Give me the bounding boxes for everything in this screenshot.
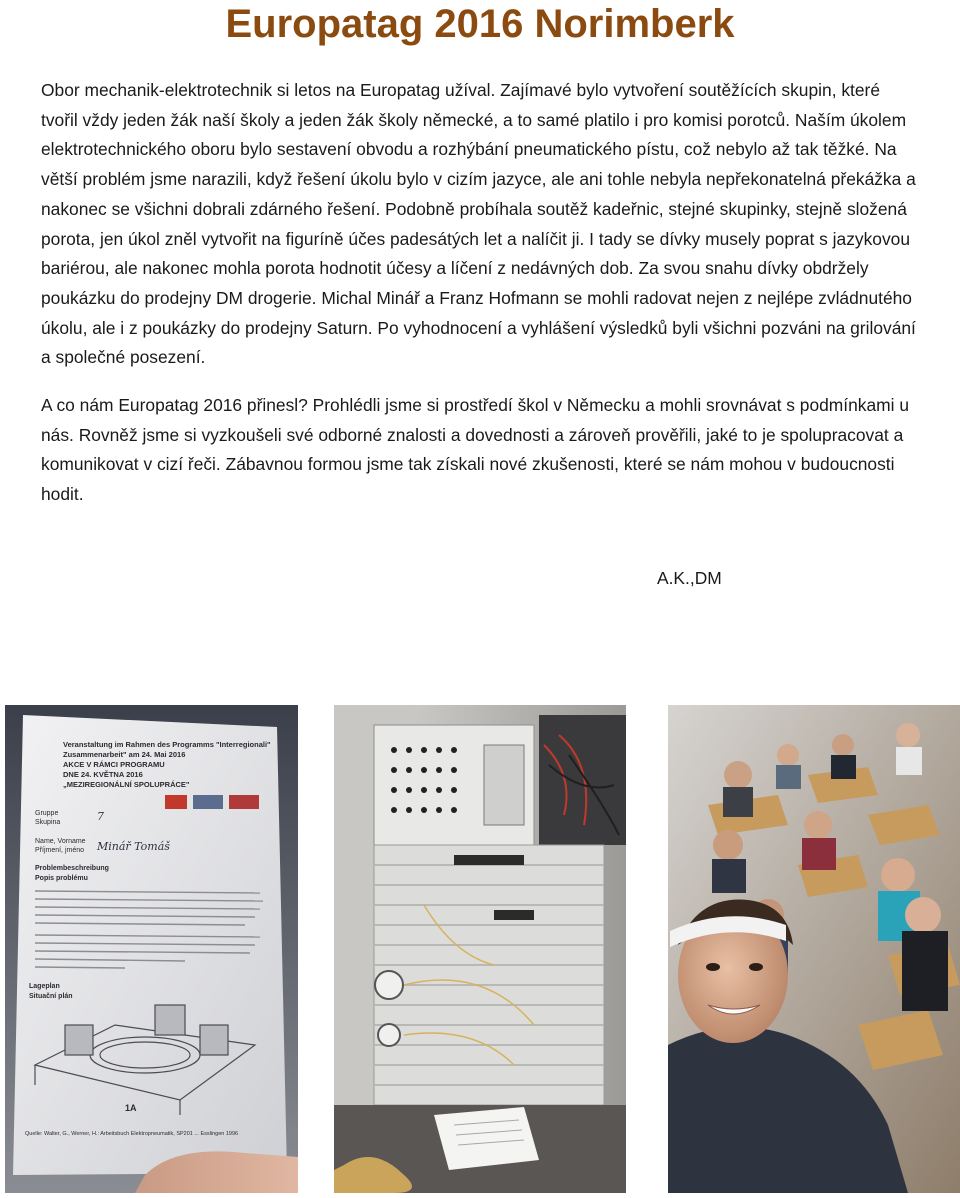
classroom-selfie-photo	[668, 705, 960, 1193]
sheet-logo	[165, 795, 187, 809]
pneumatic-cylinder	[454, 855, 524, 865]
name-value: Minář Tomáš	[97, 840, 170, 853]
author-signature: A.K.,DM	[657, 568, 722, 588]
sheet-heading-line: „MEZIREGIONÁLNÍ SPOLUPRÁCE"	[63, 780, 190, 789]
group-label: Gruppe	[35, 810, 59, 817]
article-body	[41, 76, 921, 510]
group-value: 7	[97, 810, 104, 823]
article-paragraph: A co nám Europatag 2016 přinesl? Prohlédli jsme si prostředí škol v Německu a mohli srovnávat s podmínkami u nás. Rovněž jsme si vyzkoušeli své odborné znalosti a dovednosti a zároveň prověřili, jaké to je spolupracovat a komunikovat v cizí řeči. Zábavnou formou jsme tak získali nové zkušenosti, které se nám mohou v budoucnosti hodit.	[41, 395, 910, 505]
task-sheet-photo-drawing	[5, 705, 298, 1193]
name-label: Name, Vorname	[35, 838, 86, 845]
source-note: Quelle: Walter, G., Werner, H.: Arbeitsbuch Elektropneumatik, SP201 ... Esslingen 1996	[25, 1131, 239, 1137]
group-label-cz: Skupina	[35, 819, 61, 826]
sheet-heading-line: DNE 24. KVĚTNA 2016	[63, 770, 143, 779]
page-title: Europatag 2016 Norimberk	[225, 2, 735, 46]
problem-heading-cz: Popis problému	[35, 875, 88, 882]
article-paragraph: Obor mechanik-elektrotechnik si letos na Europatag užíval. Zajímavé bylo vytvoření soutěžících skupin, které tvořil vždy jeden žák naší školy a jeden žák školy německé, a to samé platilo i pro komisi porotců. Naším úkolem elektrotechnického oboru bylo sestavení obvodu a rozhýbání pneumatického pístu, což nebylo až tak těžké. Na větší problém jsme narazili, když řešení úkolu bylo v cizím jazyce, ale ani tohle nebyla nepřekonatelná překážka a nakonec se všichni dobrali zdárného řešení. Podobně probíhala soutěž kadeřnic, stejné skupinky, stejně složená porota, jen úkol zněl vytvořit na figuríně účes padesátých let a nalíčit ji. I tady se dívky musely poprat s jazykovou bariérou, ale nakonec mohla porota hodnotit účesy a líčení z nedávných dob. Za svou snahu dívky obdržely poukázku do prodejny DM drogerie. Michal Minář a Franz Hofmann se mohli radovat nejen z nejlépe zvládnutého úkolu, ale i z poukázky do prodejny Saturn. Po vyhodnocení a vyhlášení výsledků byli všichni pozváni na grilování a společné posezení.	[41, 80, 916, 368]
worksheet	[434, 1107, 539, 1170]
sheet-heading-line: Zusammenarbeit" am 24. Mai 2016	[63, 750, 186, 759]
lab-station-photo-drawing	[334, 705, 626, 1193]
sheet-logo	[193, 795, 223, 809]
site-plan-heading: Lageplan	[29, 983, 60, 990]
sheet-logo	[229, 795, 259, 809]
classroom-selfie-photo-drawing	[668, 705, 960, 1193]
pressure-gauge	[375, 971, 403, 999]
lab-station-photo	[334, 705, 626, 1193]
sheet-heading-line: AKCE V RÁMCI PROGRAMU	[63, 760, 165, 769]
problem-heading: Problembeschreibung	[35, 865, 109, 872]
sheet-heading-line: Veranstaltung im Rahmen des Programms "Interregionali"	[63, 740, 271, 749]
name-label-cz: Příjmení, jméno	[35, 847, 85, 854]
task-sheet-photo	[5, 705, 298, 1193]
pressure-gauge	[378, 1024, 400, 1046]
figure-label: 1A	[125, 1103, 137, 1113]
site-plan-heading-cz: Situační plán	[29, 993, 73, 1000]
